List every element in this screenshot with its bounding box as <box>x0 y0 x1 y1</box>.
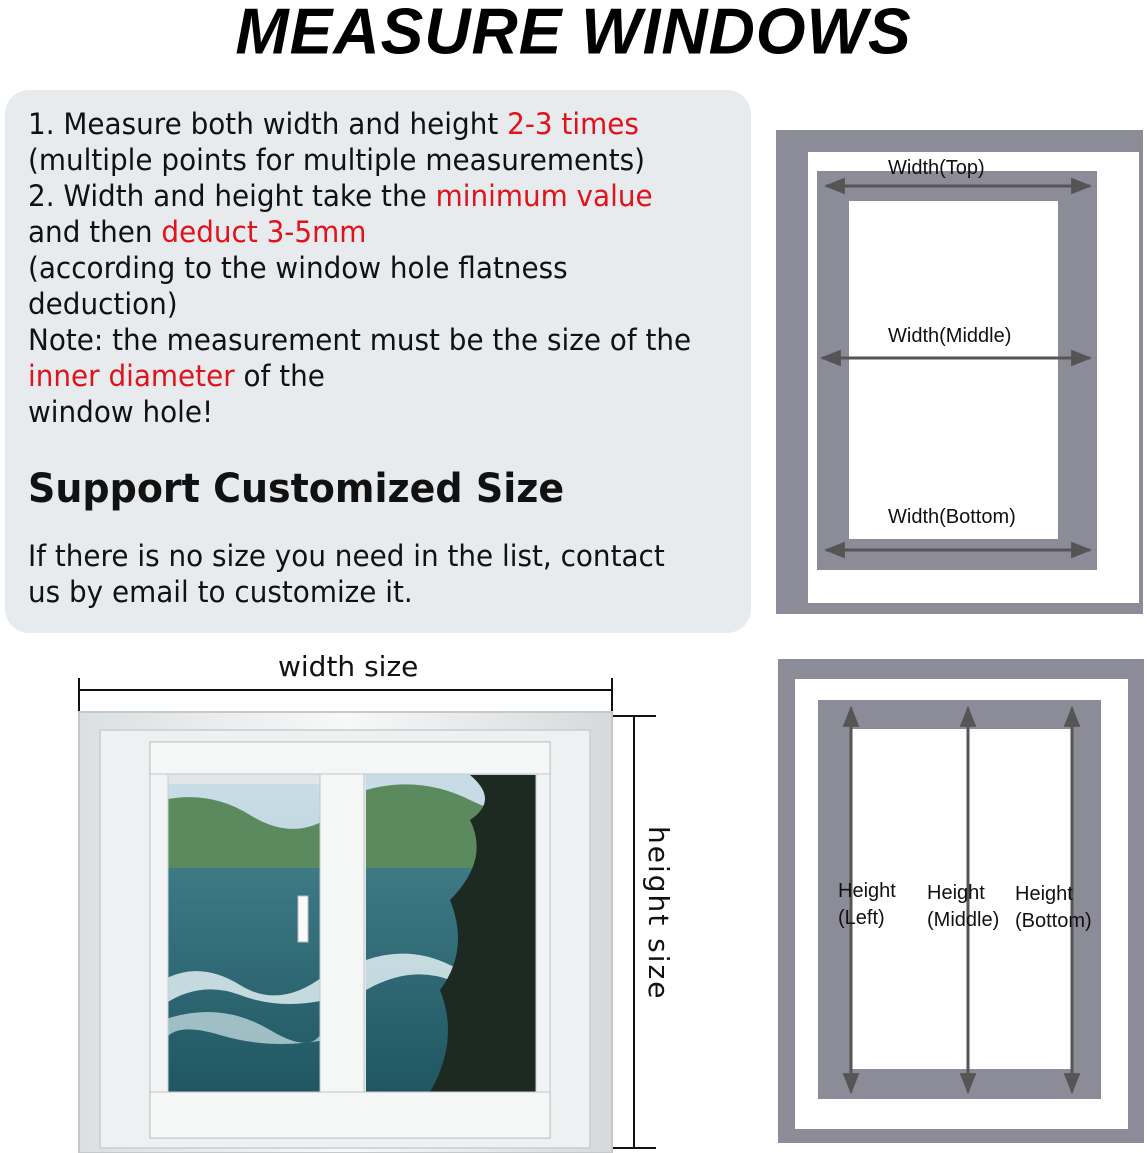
instruction-line: deduction) <box>28 287 178 321</box>
instruction-line: (multiple points for multiple measurements) <box>28 143 646 177</box>
window-illustration <box>79 712 612 1153</box>
height-bottom-label-line: (Bottom) <box>1015 910 1092 932</box>
width-middle-label: Width(Middle) <box>888 325 1012 347</box>
highlight-deduct: deduct 3-5mm <box>161 215 367 249</box>
width-size-label: width size <box>278 650 419 683</box>
instruction-line: 1. Measure both width and height <box>28 107 508 141</box>
height-size-label: height size <box>642 826 675 1001</box>
height-bottom-label <box>1015 881 1092 935</box>
instruction-line: Note: the measurement must be the size of the <box>28 323 692 357</box>
highlight-times: 2-3 times <box>507 107 639 141</box>
width-bottom-label: Width(Bottom) <box>888 506 1016 528</box>
support-heading: Support Customized Size <box>28 466 565 512</box>
right-pane-scenery <box>366 772 538 1092</box>
window-latch <box>298 896 308 942</box>
height-left-label-line: (Left) <box>838 907 885 929</box>
width-top-label: Width(Top) <box>888 157 985 179</box>
width-size-dimension <box>79 678 612 712</box>
instruction-line: and then <box>28 215 162 249</box>
instruction-line: 2. Width and height take the <box>28 179 436 213</box>
highlight-minimum: minimum value <box>435 179 653 213</box>
height-left-label-line: Height <box>838 880 896 902</box>
instruction-line: window hole! <box>28 395 214 429</box>
highlight-inner-diameter: inner diameter <box>28 359 235 393</box>
page-title: MEASURE WINDOWS <box>235 0 912 68</box>
height-middle-label <box>927 880 999 934</box>
support-line: If there is no size you need in the list, contact <box>28 539 665 573</box>
height-middle-label-line: (Middle) <box>927 909 1000 931</box>
height-bottom-label-line: Height <box>1015 883 1073 905</box>
height-middle-label-line: Height <box>927 882 985 904</box>
support-line: us by email to customize it. <box>28 575 413 609</box>
instruction-line: of the <box>234 359 325 393</box>
instruction-line: (according to the window hole flatness <box>28 251 568 285</box>
height-left-label <box>838 878 896 932</box>
